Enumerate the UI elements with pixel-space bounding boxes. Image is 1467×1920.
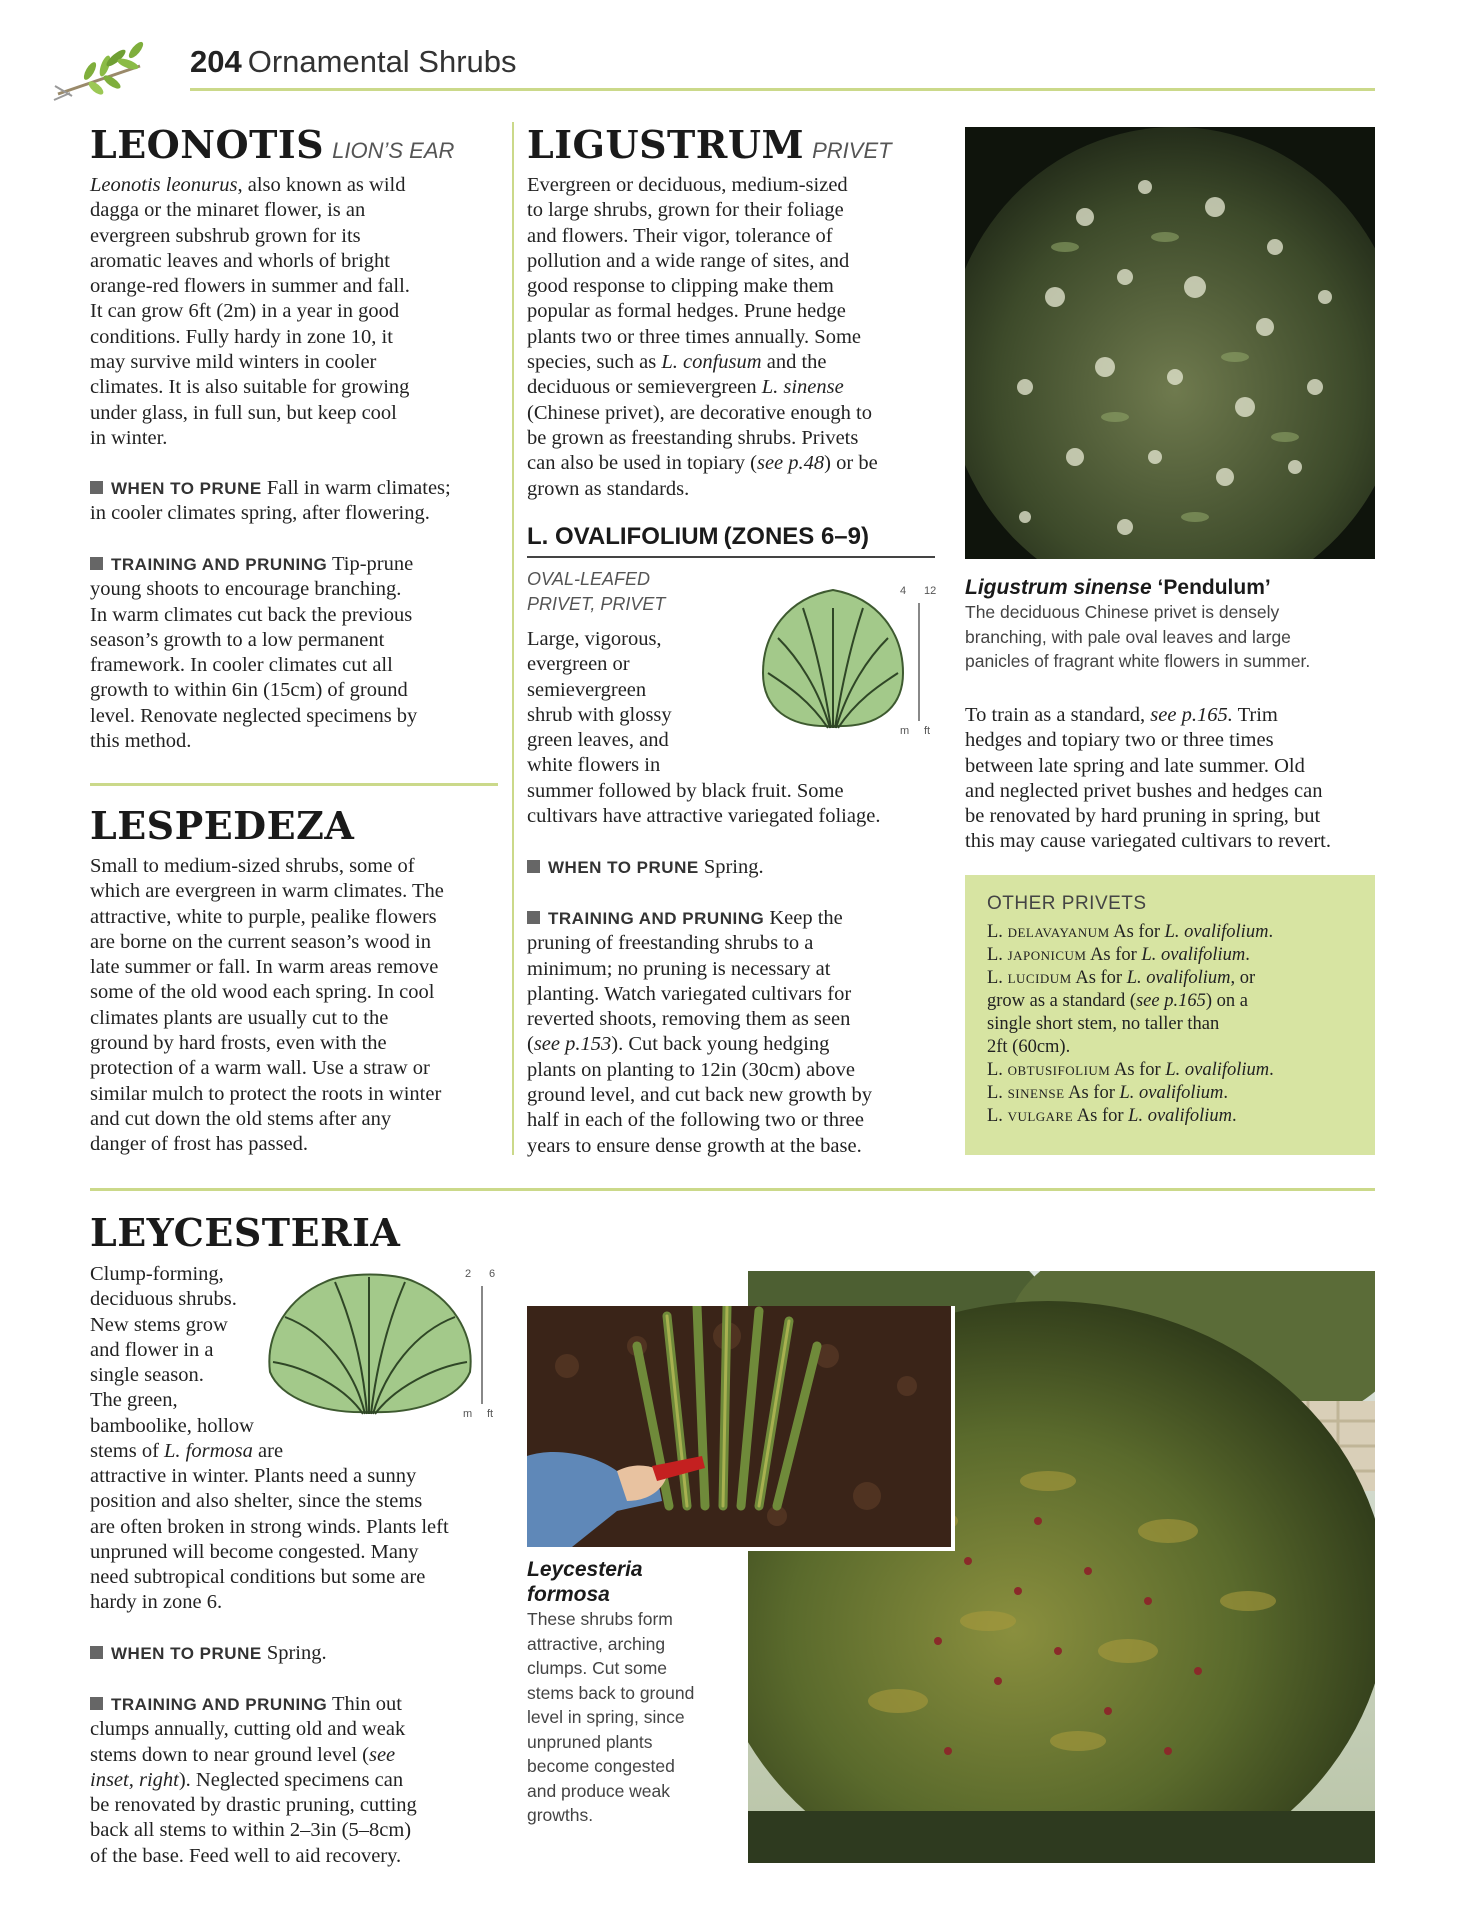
ligustrum-when-text: Spring.	[703, 856, 764, 878]
text-line: which are evergreen in warm climates. The	[90, 880, 444, 903]
text-line: L. obtusifolium As for L. ovalifolium.	[987, 1060, 1274, 1080]
ligustrum-photo-caption	[965, 575, 1375, 674]
column-divider	[512, 122, 514, 1155]
text-line: In warm climates cut back the previous	[90, 603, 413, 626]
text-line: plants on planting to 12in (30cm) above	[527, 1058, 855, 1081]
text-line: single season.	[90, 1364, 204, 1387]
text-line: danger of frost has passed.	[90, 1133, 309, 1156]
ovalifolium-common-1: OVAL-LEAFED	[527, 569, 651, 589]
text-line: panicles of fragrant white flowers in summer.	[965, 651, 1311, 671]
leonotis-when-label: WHEN TO PRUNE	[111, 479, 262, 498]
text-line: level in spring, since	[527, 1707, 685, 1727]
scale-m-unit: m	[900, 725, 910, 737]
text-line: L. sinense As for L. ovalifolium.	[987, 1083, 1228, 1103]
text-line: Large, vigorous,	[527, 628, 662, 650]
leonotis-training-label: TRAINING AND PRUNING	[111, 555, 328, 574]
text-line: These shrubs form	[527, 1609, 673, 1629]
leonotis-title: LEONOTIS	[90, 122, 325, 167]
leonotis-when-text-1: Fall in warm climates;	[266, 477, 451, 499]
leonotis-common-name: LION’S EAR	[332, 138, 455, 163]
text-line: attractive in winter. Plants need a sunny	[90, 1465, 417, 1487]
text-line: protection of a warm wall. Use a straw or	[90, 1057, 430, 1080]
text-line: season’s growth to a low permanent	[90, 628, 385, 651]
leycesteria-training-first: Thin out	[331, 1693, 403, 1715]
text-line: To train as a standard, see p.165. Trim	[965, 704, 1278, 726]
text-line: pruning of freestanding shrubs to a	[527, 932, 814, 955]
leonotis-intro	[90, 173, 510, 451]
text-line: position and also shelter, since the stems	[90, 1490, 423, 1513]
leonotis-training-first: Tip-prune	[331, 553, 414, 575]
ligustrum-when	[527, 855, 947, 880]
leycesteria-intro-short	[90, 1262, 310, 1464]
text-line: clumps. Cut some	[527, 1658, 668, 1678]
scale-m-value: 4	[900, 585, 907, 597]
text-line: white flowers in	[527, 754, 661, 777]
section-divider	[90, 1188, 1375, 1191]
text-line: green leaves, and	[527, 729, 669, 752]
text-line: pollution and a wide range of sites, and	[527, 249, 850, 272]
scale-ft-unit: ft	[487, 1408, 494, 1420]
text-line: some of the old wood each spring. In cool	[90, 981, 435, 1004]
ovalifolium-desc-short	[527, 627, 747, 779]
text-line: and neglected privet bushes and hedges can	[965, 779, 1323, 802]
scale-ft-unit: ft	[924, 725, 931, 737]
leycesteria-heading	[90, 1210, 400, 1255]
text-line: are borne on the current season’s wood in	[90, 930, 431, 953]
text-line: reverted shoots, removing them as seen	[527, 1008, 851, 1031]
scale-ft-value: 6	[489, 1268, 496, 1280]
page-number: 204	[190, 44, 242, 79]
text-line: aromatic leaves and whorls of bright	[90, 249, 391, 272]
bullet-square-icon	[90, 481, 103, 494]
ligustrum-heading	[527, 122, 892, 167]
text-line: evergreen or	[527, 653, 630, 676]
ligustrum-training-first: Keep the	[769, 907, 843, 929]
text-line: stems of L. formosa are	[90, 1440, 284, 1463]
lespedeza-heading	[90, 803, 354, 848]
text-line: orange-red flowers in summer and fall.	[90, 275, 410, 298]
text-line: L. lucidum As for L. ovalifolium, or	[987, 968, 1256, 988]
text-line: in winter.	[90, 426, 168, 449]
text-line: Evergreen or deciduous, medium-sized	[527, 174, 848, 196]
leycesteria-scale	[463, 1268, 503, 1423]
ligustrum-intro	[527, 173, 947, 502]
leonotis-heading	[90, 122, 454, 167]
leonotis-when-text-2: in cooler climates spring, after flowering.	[90, 502, 430, 525]
text-line: ground by hard frosts, even with the	[90, 1032, 387, 1055]
text-line: good response to clipping make them	[527, 275, 834, 298]
text-line: inset, right). Neglected specimens can	[90, 1768, 404, 1791]
text-line: and flower in a	[90, 1338, 214, 1361]
scale-bar	[481, 1286, 483, 1404]
leonotis-training-rest	[90, 577, 510, 754]
leycesteria-when-label: WHEN TO PRUNE	[111, 1644, 262, 1663]
text-line: planting. Watch variegated cultivars for	[527, 982, 852, 1005]
text-line: Leonotis leonurus, also known as wild	[90, 174, 406, 196]
text-line: shrub with glossy	[527, 703, 672, 726]
ligustrum-training-rest	[527, 931, 947, 1159]
other-privets-title: OTHER PRIVETS	[987, 893, 1147, 914]
text-line: branching, with pale oval leaves and large	[965, 626, 1291, 647]
header-rule	[190, 88, 1375, 91]
leycesteria-when-text: Spring.	[266, 1642, 327, 1664]
text-line: may survive mild winters in cooler	[90, 351, 377, 374]
text-line: years to ensure dense growth at the base.	[527, 1134, 862, 1157]
caption-title-line-1: Leycesteria	[527, 1558, 643, 1581]
text-line: New stems grow	[90, 1313, 228, 1336]
caption-body	[965, 600, 1375, 674]
scale-m-value: 2	[465, 1268, 472, 1280]
text-line: attractive, arching	[527, 1633, 666, 1654]
text-line: L. japonicum As for L. ovalifolium.	[987, 945, 1250, 965]
caption-title	[965, 575, 1375, 600]
text-line: 2ft (60cm).	[987, 1037, 1071, 1057]
text-line: this method.	[90, 730, 192, 753]
text-line: clumps annually, cutting old and weak	[90, 1718, 406, 1741]
text-line: and flowers. Their vigor, tolerance of	[527, 224, 833, 247]
other-privets-list	[987, 921, 1367, 1128]
text-line: (Chinese privet), are decorative enough to	[527, 401, 872, 424]
text-line: attractive, white to purple, pealike flowers	[90, 905, 437, 928]
text-line: back all stems to within 2–3in (5–8cm)	[90, 1819, 412, 1842]
ovalifolium-scale	[900, 585, 940, 740]
page-header	[190, 44, 517, 80]
ligustrum-standard-text	[965, 703, 1380, 855]
ligustrum-sinense-photo	[965, 127, 1375, 559]
text-line: similar mulch to protect the roots in winter	[90, 1082, 442, 1105]
text-line: ground level, and cut back new growth by	[527, 1084, 872, 1107]
text-line: late summer or fall. In warm areas remove	[90, 956, 439, 979]
text-line: minimum; no pruning is necessary at	[527, 957, 831, 980]
header-sprig-icon	[50, 36, 150, 116]
lespedeza-body	[90, 854, 510, 1158]
text-line: growth to within 6in (15cm) of ground	[90, 679, 408, 702]
ovalifolium-heading	[527, 523, 869, 551]
ovalifolium-shrub-icon	[758, 578, 908, 738]
ligustrum-when-label: WHEN TO PRUNE	[548, 858, 699, 877]
scale-m-unit: m	[463, 1408, 473, 1420]
text-line: level. Renovate neglected specimens by	[90, 704, 418, 727]
leycesteria-training-label: TRAINING AND PRUNING	[111, 1695, 328, 1714]
caption-species: Ligustrum sinense	[965, 576, 1152, 599]
text-line: and produce weak	[527, 1780, 671, 1801]
text-line: popular as formal hedges. Prune hedge	[527, 300, 846, 323]
text-line: and cut down the old stems after any	[90, 1107, 392, 1130]
text-line: this may cause variegated cultivars to revert.	[965, 830, 1332, 853]
text-line: Clump-forming,	[90, 1263, 224, 1285]
caption-title-line-2: formosa	[527, 1583, 610, 1606]
text-line: deciduous or semievergreen L. sinense	[527, 376, 844, 399]
text-line: It can grow 6ft (2m) in a year in good	[90, 300, 400, 323]
leycesteria-pruning-inset-photo	[527, 1306, 955, 1551]
text-line: semievergreen	[527, 678, 647, 701]
text-line: framework. In cooler climates cut all	[90, 654, 393, 677]
scale-bar	[918, 603, 920, 721]
caption-cultivar: ‘Pendulum’	[1157, 576, 1271, 599]
lespedeza-title: LESPEDEZA	[90, 803, 355, 848]
leycesteria-training-rest	[90, 1717, 510, 1869]
leycesteria-caption-body	[527, 1607, 747, 1828]
ligustrum-training	[527, 906, 947, 1159]
leonotis-divider	[90, 783, 498, 786]
scale-ft-value: 12	[924, 585, 937, 597]
text-line: dagga or the minaret flower, is an	[90, 199, 366, 222]
text-line: (see p.153). Cut back young hedging	[527, 1033, 830, 1056]
bullet-square-icon	[90, 1697, 103, 1710]
text-line: hedges and topiary two or three times	[965, 729, 1274, 752]
text-line: L. vulgare As for L. ovalifolium.	[987, 1106, 1237, 1126]
bullet-square-icon	[527, 860, 540, 873]
text-line: climates. It is also suitable for growing	[90, 376, 410, 399]
text-line: grown as standards.	[527, 477, 690, 500]
ovalifolium-desc-long	[527, 779, 947, 830]
text-line: climates plants are usually cut to the	[90, 1006, 389, 1029]
leonotis-when	[90, 476, 510, 527]
bullet-square-icon	[90, 1646, 103, 1659]
text-line: between late spring and late summer. Old	[965, 754, 1305, 777]
leycesteria-training	[90, 1692, 510, 1869]
leycesteria-caption	[527, 1557, 747, 1828]
ligustrum-title: LIGUSTRUM	[527, 122, 805, 167]
text-line: Small to medium-sized shrubs, some of	[90, 855, 415, 877]
leonotis-training	[90, 552, 510, 754]
leycesteria-when	[90, 1641, 510, 1666]
text-line: stems down to near ground level (see	[90, 1743, 396, 1766]
ligustrum-training-label: TRAINING AND PRUNING	[548, 909, 765, 928]
text-line: species, such as L. confusum and the	[527, 351, 827, 374]
text-line: cultivars have attractive variegated foliage.	[527, 805, 881, 828]
text-line: growths.	[527, 1805, 594, 1825]
text-line: conditions. Fully hardy in zone 10, it	[90, 325, 393, 348]
leycesteria-caption-title	[527, 1557, 747, 1607]
text-line: stems back to ground	[527, 1682, 695, 1703]
text-line: be renovated by hard pruning in spring, but	[965, 805, 1321, 828]
text-line: deciduous shrubs.	[90, 1288, 237, 1311]
text-line: The deciduous Chinese privet is densely	[965, 602, 1280, 622]
text-line: unpruned will become congested. Many	[90, 1540, 419, 1563]
text-line: are often broken in strong winds. Plants left	[90, 1515, 449, 1538]
text-line: evergreen subshrub grown for its	[90, 224, 361, 247]
text-line: under glass, in full sun, but keep cool	[90, 401, 397, 424]
ovalifolium-common-name	[527, 567, 665, 617]
text-line: to large shrubs, grown for their foliage	[527, 199, 844, 222]
text-line: can also be used in topiary (see p.48) or be	[527, 452, 878, 475]
section-title: Ornamental Shrubs	[247, 44, 517, 79]
text-line: summer followed by black fruit. Some	[527, 780, 844, 802]
text-line: The green,	[90, 1389, 178, 1412]
ovalifolium-zones: (ZONES 6–9)	[723, 523, 869, 550]
ovalifolium-common-2: PRIVET, PRIVET	[527, 594, 666, 614]
text-line: unpruned plants	[527, 1731, 653, 1752]
text-line: be grown as freestanding shrubs. Privets	[527, 426, 859, 449]
ovalifolium-title: L. OVALIFOLIUM	[527, 523, 719, 550]
text-line: single short stem, no taller than	[987, 1014, 1220, 1034]
text-line: L. delavayanum As for L. ovalifolium.	[987, 922, 1274, 942]
text-line: grow as a standard (see p.165) on a	[987, 991, 1248, 1011]
text-line: plants two or three times annually. Some	[527, 325, 862, 348]
other-privets-box	[965, 875, 1375, 1155]
text-line: of the base. Feed well to aid recovery.	[90, 1844, 402, 1867]
bullet-square-icon	[90, 557, 103, 570]
bullet-square-icon	[527, 911, 540, 924]
ovalifolium-rule	[527, 556, 935, 558]
text-line: bamboolike, hollow	[90, 1414, 254, 1437]
text-line: become congested	[527, 1756, 675, 1776]
text-line: be renovated by drastic pruning, cutting	[90, 1794, 417, 1817]
text-line: hardy in zone 6.	[90, 1591, 223, 1614]
text-line: young shoots to encourage branching.	[90, 578, 402, 601]
text-line: need subtropical conditions but some are	[90, 1566, 426, 1589]
text-line: half in each of the following two or three	[527, 1109, 864, 1132]
ligustrum-common-name: PRIVET	[812, 138, 892, 163]
leycesteria-intro-long	[90, 1464, 510, 1616]
leycesteria-title: LEYCESTERIA	[90, 1210, 401, 1255]
